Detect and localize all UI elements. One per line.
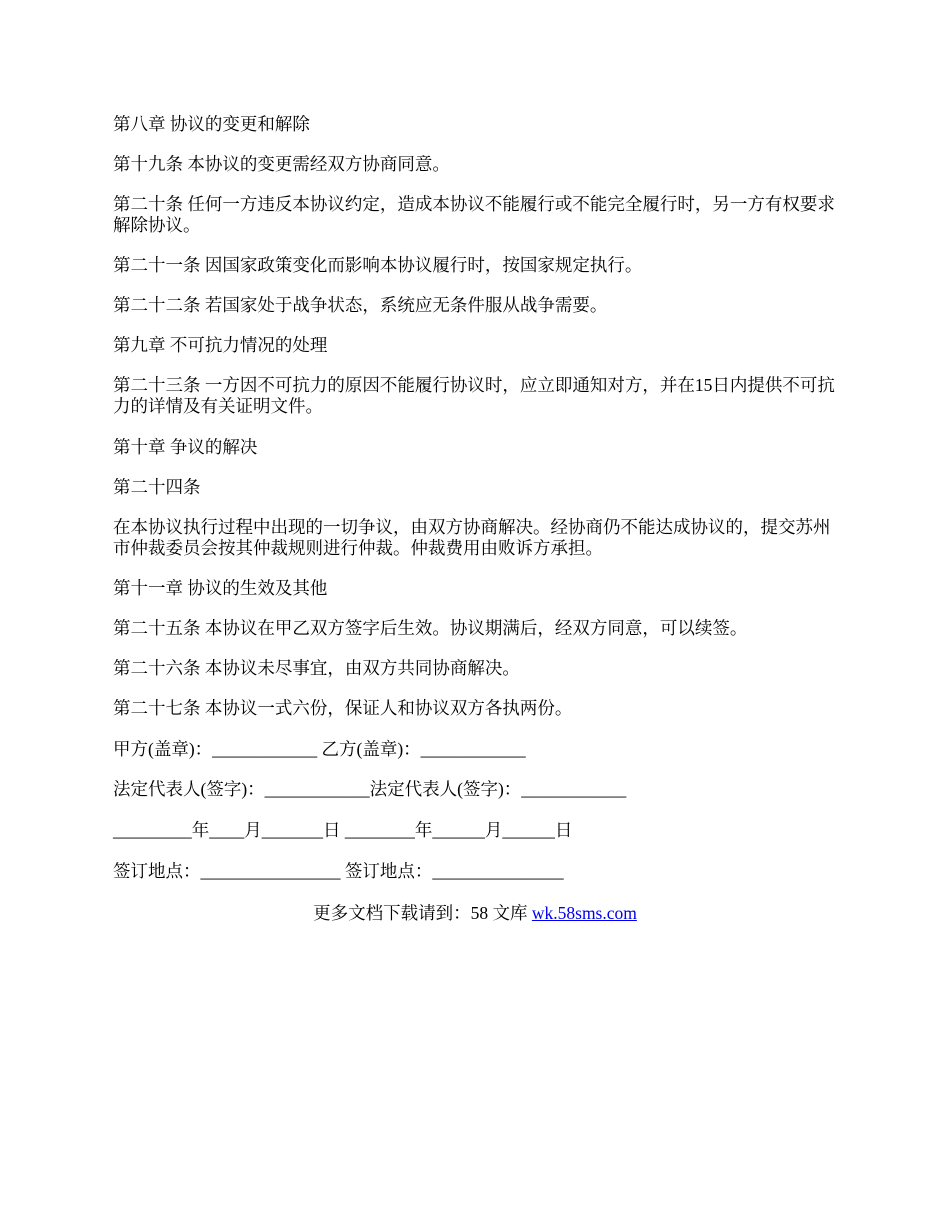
footer-link[interactable]: wk.58sms.com (531, 903, 637, 923)
chapter-8-heading: 第八章 协议的变更和解除 (113, 114, 310, 134)
chapter-10-heading: 第十章 争议的解决 (113, 437, 258, 457)
article-20: 第二十条 任何一方违反本协议约定，造成本协议不能履行或不能完全履行时，另一方有权要求解除协议。 (113, 194, 835, 235)
article-19: 第十九条 本协议的变更需经双方协商同意。 (113, 154, 450, 174)
footer-prefix: 更多文档下载请到：58 文库 (313, 903, 532, 923)
signature-place-line: 签订地点：________________ 签订地点：_______________ (113, 861, 564, 881)
article-25: 第二十五条 本协议在甲乙双方签字后生效。协议期满后，经双方同意，可以续签。 (113, 618, 748, 638)
article-22: 第二十二条 若国家处于战争状态，系统应无条件服从战争需要。 (113, 295, 608, 315)
article-24-body: 在本协议执行过程中出现的一切争议，由双方协商解决。经协商仍不能达成协议的，提交苏州市仲裁委员会按其仲裁规则进行仲裁。仲裁费用由败诉方承担。 (113, 517, 831, 558)
article-26: 第二十六条 本协议未尽事宜，由双方共同协商解决。 (113, 658, 520, 678)
article-21: 第二十一条 因国家政策变化而影响本协议履行时，按国家规定执行。 (113, 255, 643, 275)
signature-seal-line: 甲方(盖章)：____________ 乙方(盖章)：____________ (113, 739, 526, 759)
chapter-9-heading: 第九章 不可抗力情况的处理 (113, 335, 328, 355)
article-27: 第二十七条 本协议一式六份，保证人和协议双方各执两份。 (113, 698, 573, 718)
footer-download-note (0, 903, 950, 924)
signature-representative-line: 法定代表人(签字)：____________法定代表人(签字)：____________ (113, 779, 627, 799)
article-24-heading: 第二十四条 (113, 477, 201, 497)
article-23: 第二十三条 一方因不可抗力的原因不能履行协议时，应立即通知对方，并在15日内提供不可抗力的详情及有关证明文件。 (113, 375, 835, 416)
chapter-11-heading: 第十一章 协议的生效及其他 (113, 578, 328, 598)
signature-date-line: _________年____月_______日 ________年______月______日 (113, 820, 573, 840)
